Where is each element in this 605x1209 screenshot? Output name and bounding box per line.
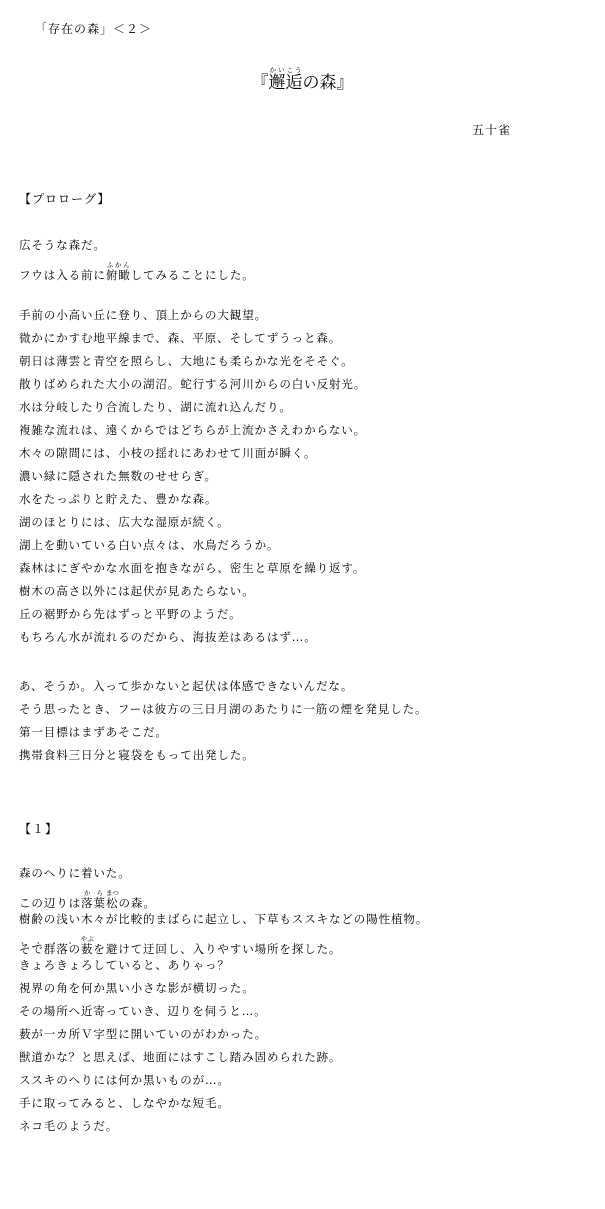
text-segment: を避けて迂回し、入りやすい場所を探した。 — [93, 942, 342, 956]
text-line: 樹木の高さ以外には起伏が見あたらない。 — [19, 584, 255, 598]
text-line: 複雑な流れは、遠くからではどちらが上流かさえわからない。 — [19, 423, 367, 437]
ruby-word — [80, 935, 94, 956]
ruby-reading: まつ — [105, 889, 119, 897]
ruby-base: 松 — [105, 896, 119, 910]
text-line: 木々の隙間には、小枝の揺れにあわせて川面が瞬く。 — [19, 446, 317, 460]
text-line-ruby — [19, 889, 156, 910]
text-segment: の森。 — [118, 896, 156, 910]
ruby-base: 俯瞰 — [105, 268, 131, 282]
ruby-word — [105, 889, 119, 910]
text-line: あ、そうか。入って歩かないと起伏は体感できないんだな。 — [19, 679, 354, 693]
text-segment: フウは入る前に — [19, 268, 106, 282]
text-line: 朝日は薄雲と青空を照らし、大地にも柔らかな光をそそぐ。 — [19, 354, 354, 368]
title-rest: の森』 — [302, 73, 354, 93]
text-segment: この辺りは — [19, 896, 81, 910]
text-line: 微かにかすむ地平線まで、森、平原、そしてずうっと森。 — [19, 331, 342, 345]
text-line: 樹齢の浅い木々が比較的まばらに起立し、下草もススキなどの陽性植物。 — [19, 912, 429, 926]
text-line: 視界の角を何か黒い小さな影が横切った。 — [19, 981, 255, 995]
title-ruby-reading: かいこう — [268, 66, 303, 74]
section-heading-prologue: 【プロローグ】 — [19, 192, 111, 206]
text-line: 第一目標はまずあそこだ。 — [19, 725, 168, 739]
text-line: 森林はにぎやかな水面を抱きながら、密生と草原を繰り返す。 — [19, 561, 366, 575]
series-label: 「存在の森」＜２＞ — [35, 22, 153, 36]
title-ruby-base: 邂逅 — [268, 73, 303, 93]
text-line: もちろん水が流れるのだから、海抜差はあるはず…。 — [19, 630, 317, 644]
ruby-reading: やぶ — [80, 935, 94, 943]
text-line-emphasis — [19, 935, 341, 956]
emphasized-text: そで群落 — [19, 942, 69, 956]
title-open-bracket: 『 — [251, 73, 269, 93]
text-line: 森のへりに着いた。 — [19, 866, 131, 880]
ruby-base: 薮 — [80, 942, 94, 956]
ruby-reading: ふかん — [105, 261, 131, 269]
ruby-word — [105, 261, 131, 282]
text-line: 濃い緑に隠された無数のせせらぎ。 — [19, 469, 217, 483]
text-line: きょろきょろしていると、ありゃっ？ — [19, 958, 230, 972]
text-segment: してみることにした。 — [130, 268, 255, 282]
text-line: 水は分岐したり合流したり、湖に流れ込んだり。 — [19, 400, 292, 414]
section-heading-chapter-1: 【１】 — [19, 822, 59, 836]
text-line: その場所へ近寄っていき、辺りを伺うと…。 — [19, 1004, 267, 1018]
text-line: 水をたっぷりと貯えた、豊かな森。 — [19, 492, 218, 506]
text-line: 散りばめられた大小の湖沼。蛇行する河川からの白い反射光。 — [19, 377, 367, 391]
text-line: 手前の小高い丘に登り、頂上からの大観望。 — [19, 308, 267, 322]
ruby-base: 落葉 — [81, 896, 106, 910]
ruby-reading: から — [81, 889, 106, 897]
page-title — [0, 66, 605, 93]
text-line: 携帯食料三日分と寝袋をもって出発した。 — [19, 748, 255, 762]
text-line-ruby — [19, 261, 255, 282]
text-line: 丘の裾野から先はずっと平野のようだ。 — [19, 607, 242, 621]
text-segment: の — [68, 942, 82, 956]
title-ruby — [268, 66, 303, 93]
text-line: 湖のほとりには、広大な湿原が続く。 — [19, 515, 230, 529]
text-line: 獣道かな？と思えば、地面にはすこし踏み固められた跡。 — [19, 1050, 342, 1064]
text-line: そう思ったとき、フーは彼方の三日月湖のあたりに一筋の煙を発見した。 — [19, 702, 428, 716]
author-name: 五十雀 — [472, 123, 512, 137]
text-line: ススキのへりには何か黒いものが…。 — [19, 1073, 230, 1087]
emphasis-dots-text — [19, 936, 78, 956]
text-line: ネコ毛のようだ。 — [19, 1119, 119, 1133]
text-line: 湖上を動いている白い点々は、水鳥だろうか。 — [19, 538, 280, 552]
text-line: 広そうな森だ。 — [19, 238, 106, 252]
text-line: 薮が一カ所Ｖ字型に開いていのがわかった。 — [19, 1027, 267, 1041]
ruby-word — [81, 889, 106, 910]
emphasis-dot-marks: 、 、 、 、 — [21, 936, 78, 945]
text-line: 手に取ってみると、しなやかな短毛。 — [19, 1096, 230, 1110]
